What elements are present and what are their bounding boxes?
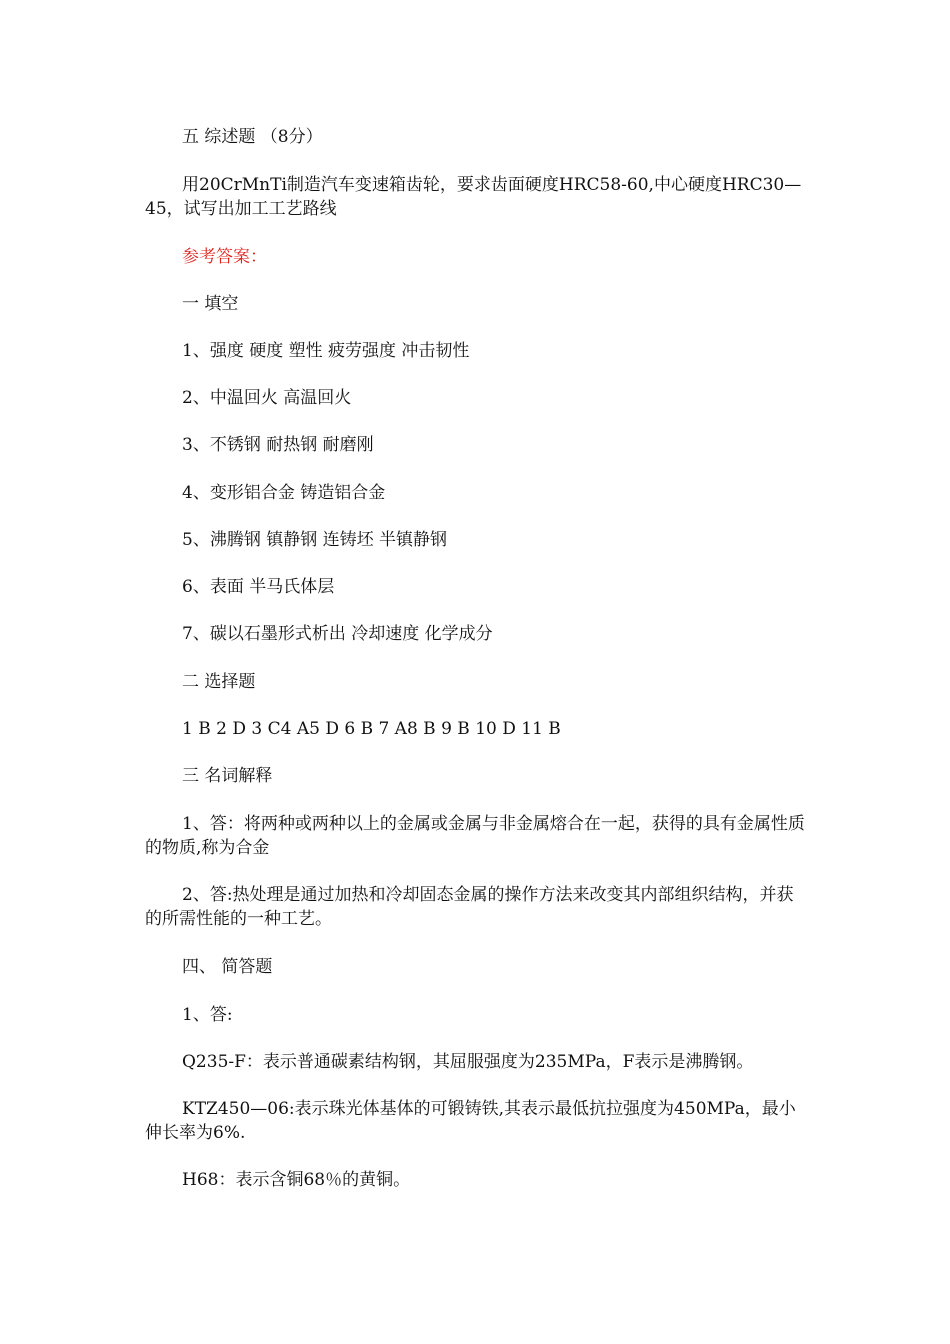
fill-blank-answer-7: 7、碳以石墨形式析出 冷却速度 化学成分 [182,624,493,644]
short-answer-h68: H68：表示含铜68％的黄铜。 [182,1170,411,1190]
section-one-title: 一 填空 [182,294,239,314]
fill-blank-answer-5: 5、沸腾钢 镇静钢 连铸坯 半镇静钢 [182,530,448,550]
section-four-title: 四、 简答题 [182,957,273,977]
reference-answer-label: 参考答案： [182,247,267,267]
fill-blank-answer-2: 2、中温回火 高温回火 [182,388,352,408]
fill-blank-answer-1: 1、强度 硬度 塑性 疲劳强度 冲击韧性 [182,341,470,361]
term-answer-1: 1、答：将两种或两种以上的金属或金属与非金属熔合在一起，获得的具有金属性质的物质,称为合金 [145,814,805,858]
choice-answers: 1 B 2 D 3 C4 A5 D 6 B 7 A8 B 9 B 10 D 11 B [182,719,561,739]
term-answer-2: 2、答:热处理是通过加热和冷却固态金属的操作方法来改变其内部组织结构，并获的所需性能的一种工艺。 [145,885,794,929]
section-two-title: 二 选择题 [182,672,256,692]
fill-blank-answer-3: 3、不锈钢 耐热钢 耐磨刚 [182,435,374,455]
short-answer-ktz450: KTZ450—06:表示珠光体基体的可锻铸铁,其表示最低抗拉强度为450MPa，最小伸长率为6%. [145,1099,796,1143]
section-five-title: 五 综述题 （8分） [182,127,323,147]
section-three-title: 三 名词解释 [182,766,273,786]
section-five-question: 用20CrMnTi制造汽车变速箱齿轮，要求齿面硬度HRC58-60,中心硬度HRC30—45，试写出加工工艺路线 [145,175,802,219]
short-answer-1-label: 1、答: [182,1005,233,1025]
fill-blank-answer-4: 4、变形铝合金 铸造铝合金 [182,483,386,503]
short-answer-q235: Q235-F：表示普通碳素结构钢，其屈服强度为235MPa，F表示是沸腾钢。 [182,1052,754,1072]
fill-blank-answer-6: 6、表面 半马氏体层 [182,577,335,597]
